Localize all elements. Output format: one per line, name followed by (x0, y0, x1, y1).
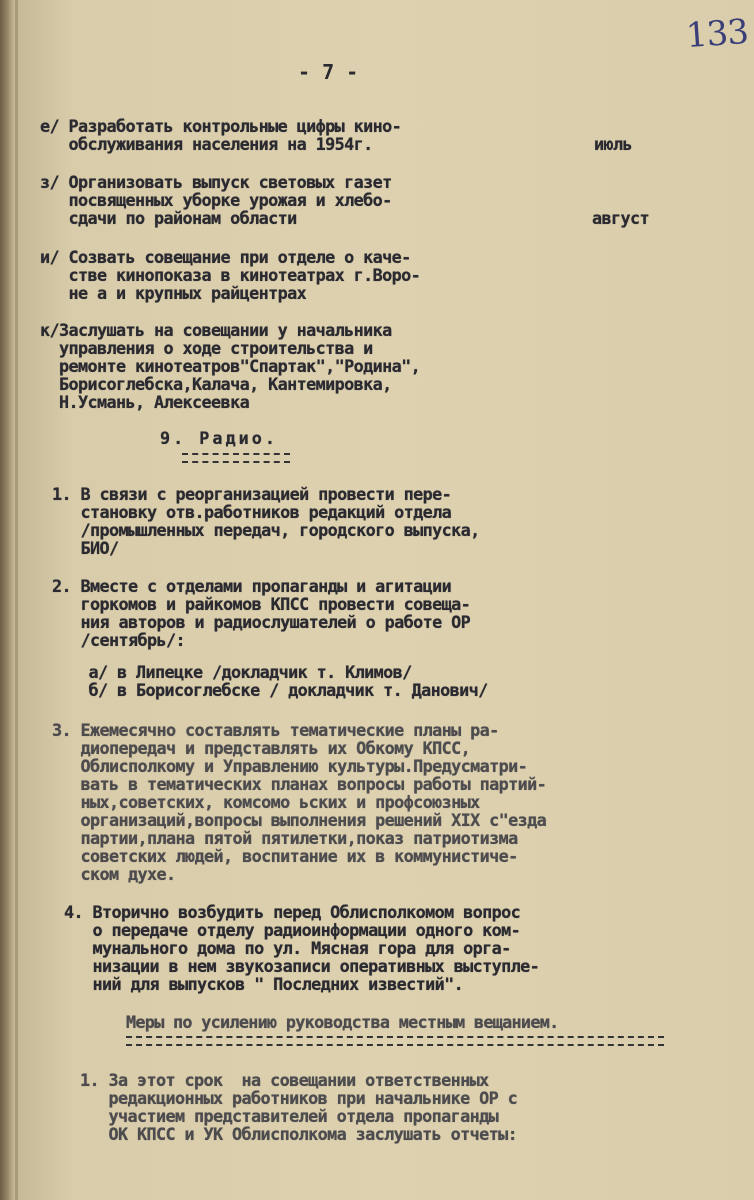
item-k-line-2: управления о ходе строительства и (40, 338, 373, 358)
radio-item-4-line-4: низации в нем звукозаписи оперативных выступле- (64, 956, 540, 976)
radio-subitem-a: а/ в Липецке /докладчик т. Климов/ (60, 662, 412, 682)
radio-item-3-line-1: 3. Ежемесячно составлять тематические планы ра- (52, 720, 499, 740)
item-k-line-1: к/Заслушать на совещании у начальника (40, 320, 392, 340)
item-z-term: август (592, 208, 650, 228)
radio-item-2-line-4: /сентябрь/: (52, 630, 186, 650)
radio-item-3-line-3: Облисполкому и Управлению культуры.Предусматри- (52, 756, 528, 776)
heading-double-underline (182, 453, 290, 463)
final-item-line-1: 1. За этот срок на совещании ответственных (80, 1070, 489, 1090)
section-heading-radio: 9. Радио. (160, 428, 278, 448)
radio-subitem-b: б/ в Борисоглебске / докладчик т. Данович/ (60, 680, 488, 700)
item-i-line-1: и/ Созвать совещание при отделе о каче- (40, 247, 411, 267)
radio-item-4-line-2: о передаче отделу радиоинформации одного ком- (64, 920, 521, 940)
item-e-term: июль (594, 134, 633, 154)
subheading-local-broadcasting: Меры по усилению руководства местным вещанием. (126, 1012, 559, 1032)
radio-item-1-line-3: /промышленных передач, городского выпуска, (52, 520, 480, 540)
item-k-line-5: Н.Усмань, Алексеевка (40, 392, 250, 412)
final-item-line-4: ОК КПСС и УК Облисполкома заслушать отчеты: (80, 1124, 518, 1144)
radio-item-1-line-1: 1. В связи с реорганизацией провести пере- (52, 484, 452, 504)
item-k-line-4: Борисоглебска,Калача, Кантемировка, (40, 374, 392, 394)
radio-item-2-line-2: горкомов и райкомов КПСС провести совеща- (52, 594, 471, 614)
radio-item-3-line-7: партии,плана пятой пятилетки,показ патриотизма (52, 828, 518, 848)
radio-item-1-line-2: становку отв.работников редакций отдела (52, 502, 452, 522)
radio-item-1-line-4: БИО/ (52, 538, 119, 558)
radio-item-4-line-3: мунального дома по ул. Мясная гора для орга- (64, 938, 511, 958)
item-e-line-1: е/ Разработать контрольные цифры кино- (40, 116, 402, 136)
radio-item-3-line-5: ных,советских, комсомо ьских и профсоюзных (52, 792, 480, 812)
radio-item-3-line-4: вать в тематических планах вопросы работы партий- (52, 774, 547, 794)
subheading-double-underline (126, 1036, 664, 1046)
item-k-line-3: ремонте кинотеатров"Спартак","Родина", (40, 356, 421, 376)
item-e-line-2: обслуживания населения на 1954г. (40, 134, 373, 154)
item-i-line-2: стве кинопоказа в кинотеатрах г.Воро- (40, 265, 421, 285)
folio-number: 133 (684, 11, 750, 57)
final-item-line-3: участием представителей отдела пропаганды (80, 1106, 499, 1126)
item-i-line-3: не а и крупных райцентрах (40, 283, 307, 303)
item-z-line-1: з/ Организовать выпуск световых газет (40, 172, 392, 192)
item-z-line-3: сдачи по районам области (40, 208, 297, 228)
radio-item-3-line-2: диопередач и представлять их Обкому КПСС, (52, 738, 471, 758)
final-item-line-2: редакционных работников при начальнике ОР с (80, 1088, 518, 1108)
binding-fold (15, 0, 18, 1200)
page-number: - 7 - (298, 60, 359, 84)
radio-item-4-line-1: 4. Вторично возбудить перед Облисполкомом вопрос (64, 902, 521, 922)
radio-item-4-line-5: ний для выпусков " Последних известий". (64, 974, 464, 994)
radio-item-3-line-8: советских людей, воспитание их в коммунистиче- (52, 846, 518, 866)
radio-item-2-line-1: 2. Вместе с отделами пропаганды и агитации (52, 576, 452, 596)
radio-item-3-line-9: ском духе. (52, 864, 176, 884)
radio-item-2-line-3: ния авторов и радиослушателей о работе ОР (52, 612, 471, 632)
radio-item-3-line-6: организаций,вопросы выполнения решений XIX с"езда (52, 810, 547, 830)
item-z-line-2: посвященных уборке урожая и хлебо- (40, 190, 392, 210)
page-edge-shadow (0, 0, 14, 1200)
